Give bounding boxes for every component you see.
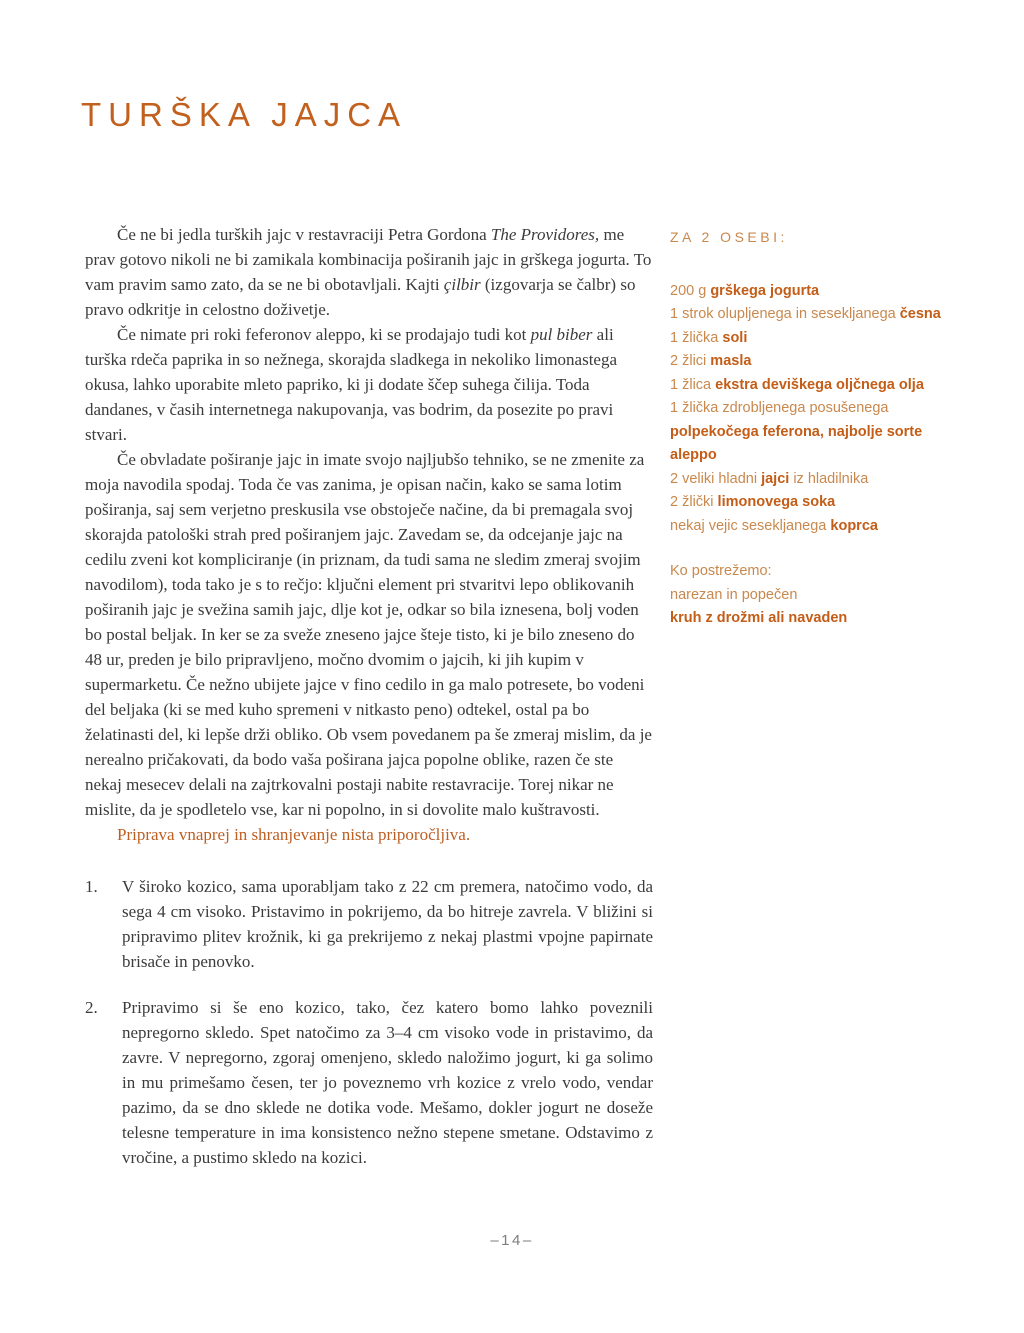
- serving-note-line: [670, 584, 964, 608]
- text-run: (izgovarja se čalbr) so pravo odkritje in celostno doživetje.: [85, 275, 636, 319]
- text-run: 200 g: [670, 282, 711, 299]
- step-text: V široko kozico, sama uporabljam tako z 22 cm premera, natočimo vodo, da sega 4 cm visoko. Pristavimo in pokrijemo, da bo hitreje zavrela. V bližini si pripravimo plitev krožnik, ki ga prekrijemo z nekaj plastmi vpojne papirnate brisače in penovko.: [122, 877, 653, 971]
- ingredient-line: [670, 327, 964, 351]
- ingredient-line: [670, 303, 964, 327]
- body-paragraph: [85, 322, 653, 447]
- serving-note-label: Ko postrežemo:: [670, 563, 772, 579]
- text-run: iz hladilnika: [789, 470, 869, 487]
- text-run: nekaj vejic sesekljanega: [670, 517, 831, 534]
- text-run: narezan in popečen: [670, 586, 798, 603]
- step-number: 2.: [85, 998, 98, 1017]
- bold-ingredient-text: ekstra deviškega oljčnega olja: [715, 376, 924, 393]
- bold-ingredient-text: česna: [899, 306, 941, 322]
- servings-heading: ZA 2 OSEBI:: [670, 229, 788, 245]
- bold-ingredient-text: jajci: [761, 470, 790, 487]
- ingredients-list: [670, 280, 964, 539]
- bold-ingredient-text: koprca: [830, 517, 878, 534]
- ingredient-line: [670, 515, 964, 539]
- steps-list: [85, 874, 653, 1170]
- bold-ingredient-text: soli: [722, 329, 748, 346]
- text-run: Če ne bi jedla turških jajc v restavraciji Petra Gordona: [117, 225, 491, 244]
- body-paragraph: [85, 447, 653, 822]
- text-run: Če nimate pri roki feferonov aleppo, ki se prodajajo tudi kot: [117, 325, 531, 344]
- text-run: 1 žlička: [670, 329, 723, 346]
- italic-text: çilbir: [443, 275, 481, 294]
- ingredient-line: [670, 280, 964, 304]
- italic-text: pul biber: [530, 325, 593, 344]
- text-run: 1 žlička zdrobljenega posušenega: [670, 400, 889, 416]
- body-column: [85, 222, 653, 1191]
- bold-ingredient-text: limonovega soka: [717, 494, 836, 510]
- italic-text: The Providores,: [490, 225, 600, 244]
- step-text: Pripravimo si še eno kozico, tako, čez katero bomo lahko poveznili nepregorno skledo. Spet natočimo za 3–4 cm visoko vode in pristavimo, da zavre. V nepregorno, zgoraj omenjeno, skledo naložimo jogurt, ki ga solimo in mu primešamo česen, ter jo poveznemo vrh kozice z vrelo vodo, vendar pazimo, da se dno sklede ne dotika vode. Mešamo, dokler jogurt ne doseže telesne temperature in ima konsistenco nežno stepene smetane. Odstavimo z vročine, a pustimo skledo na kozici.: [122, 998, 653, 1167]
- body-paragraphs: [85, 222, 653, 822]
- text-run: ali turška rdeča paprika in so nežnega, skorajda sladkega in nekoliko limonastega okusa, lahko uporabite mleto papriko, ki ji dodate ščep suhega čilija. Toda dandanes, v časih internetnega nakupovanja, vas bodrim, da posezite po pravi stvari.: [85, 325, 618, 444]
- step-item: [85, 995, 653, 1170]
- text-run: Če obvladate poširanje jajc in imate svojo najljubšo tehniko, se ne zmenite za moja navodila spodaj. Toda če vas zanima, je opisan način, kako se sama lotim poširanja, saj sem verjetno preskusila vse obstoječe načine, da bi premagala svoj skorajda patološki strah pred poširanjem jajc. Zavedam se, da odcejanje jajc na cedilu zveni kot kompliciranje (in priznam, da tudi sama ne sledim zmeraj svojim navodilom), toda tako je s to rečjo: ključni element pri stvaritvi lepo oblikovanih poširanih jajc je svežina samih jajc, dlje kot je, odkar so bila iznesena, bolj voden bo postal beljak. In ker se za sveže zneseno jajce šteje tisto, ki je bilo zneseno do 48 ur, preden je bilo pripravljeno, močno dvomim o jajcih, ki jih kupim v supermarketu. Če nežno ubijete jajce v fino cedilo in ga malo potresete, bo vodeni del beljaka (ki se med kuho spremeni v nitkasto peno) odtekel, ostal pa bo želatinasti del, ki lepše drži obliko. Ob vsem povedanem pa še zmeraj mislim, da je nerealno pričakovati, da bodo vaša poširana jajca popolne oblike, razen če ste nekaj mesecev delali na zajtrkovalni postaji nabite restavracije. Torej nikar ne mislite, da je spodletelo vse, kar ni popolno, in si dovolite malo kuštravosti.: [85, 450, 652, 819]
- bold-ingredient-text: masla: [710, 353, 752, 369]
- serving-note: [670, 560, 964, 631]
- note-heading: Priprava vnaprej in shranjevanje nista priporočljiva.: [117, 825, 471, 844]
- step-number: 1.: [85, 877, 98, 896]
- text-run: 1 strok olupljenega in sesekljanega: [670, 306, 900, 322]
- bold-ingredient-text: kruh z drožmi ali navaden: [670, 610, 848, 626]
- text-run: 2 žlici: [670, 353, 711, 369]
- page-number: –14–: [490, 1232, 534, 1249]
- serving-note-line: [670, 607, 964, 631]
- ingredient-line: [670, 350, 964, 374]
- ingredient-line: [670, 397, 964, 468]
- ingredient-line: [670, 374, 964, 398]
- ingredients-sidebar: [670, 226, 964, 631]
- bold-ingredient-text: polpekočega feferona, najbolje sorte aleppo: [670, 423, 923, 463]
- serving-note-lines: [670, 584, 964, 631]
- page-title: TURŠKA JAJCA: [81, 96, 408, 134]
- text-run: 2 veliki hladni: [670, 470, 762, 487]
- text-run: 2 žlički: [670, 494, 718, 510]
- text-run: 1 žlica: [670, 376, 716, 393]
- step-item: [85, 874, 653, 974]
- body-paragraph: [85, 222, 653, 322]
- ingredient-line: [670, 468, 964, 492]
- bold-ingredient-text: grškega jogurta: [710, 282, 820, 299]
- ingredient-line: [670, 491, 964, 515]
- text-run: me prav gotovo nikoli ne bi zamikala kombinacija poširanih jajc in grškega jogurta. To vam pravim samo zato, da se ne bi obotavljali. Kajti: [85, 225, 652, 294]
